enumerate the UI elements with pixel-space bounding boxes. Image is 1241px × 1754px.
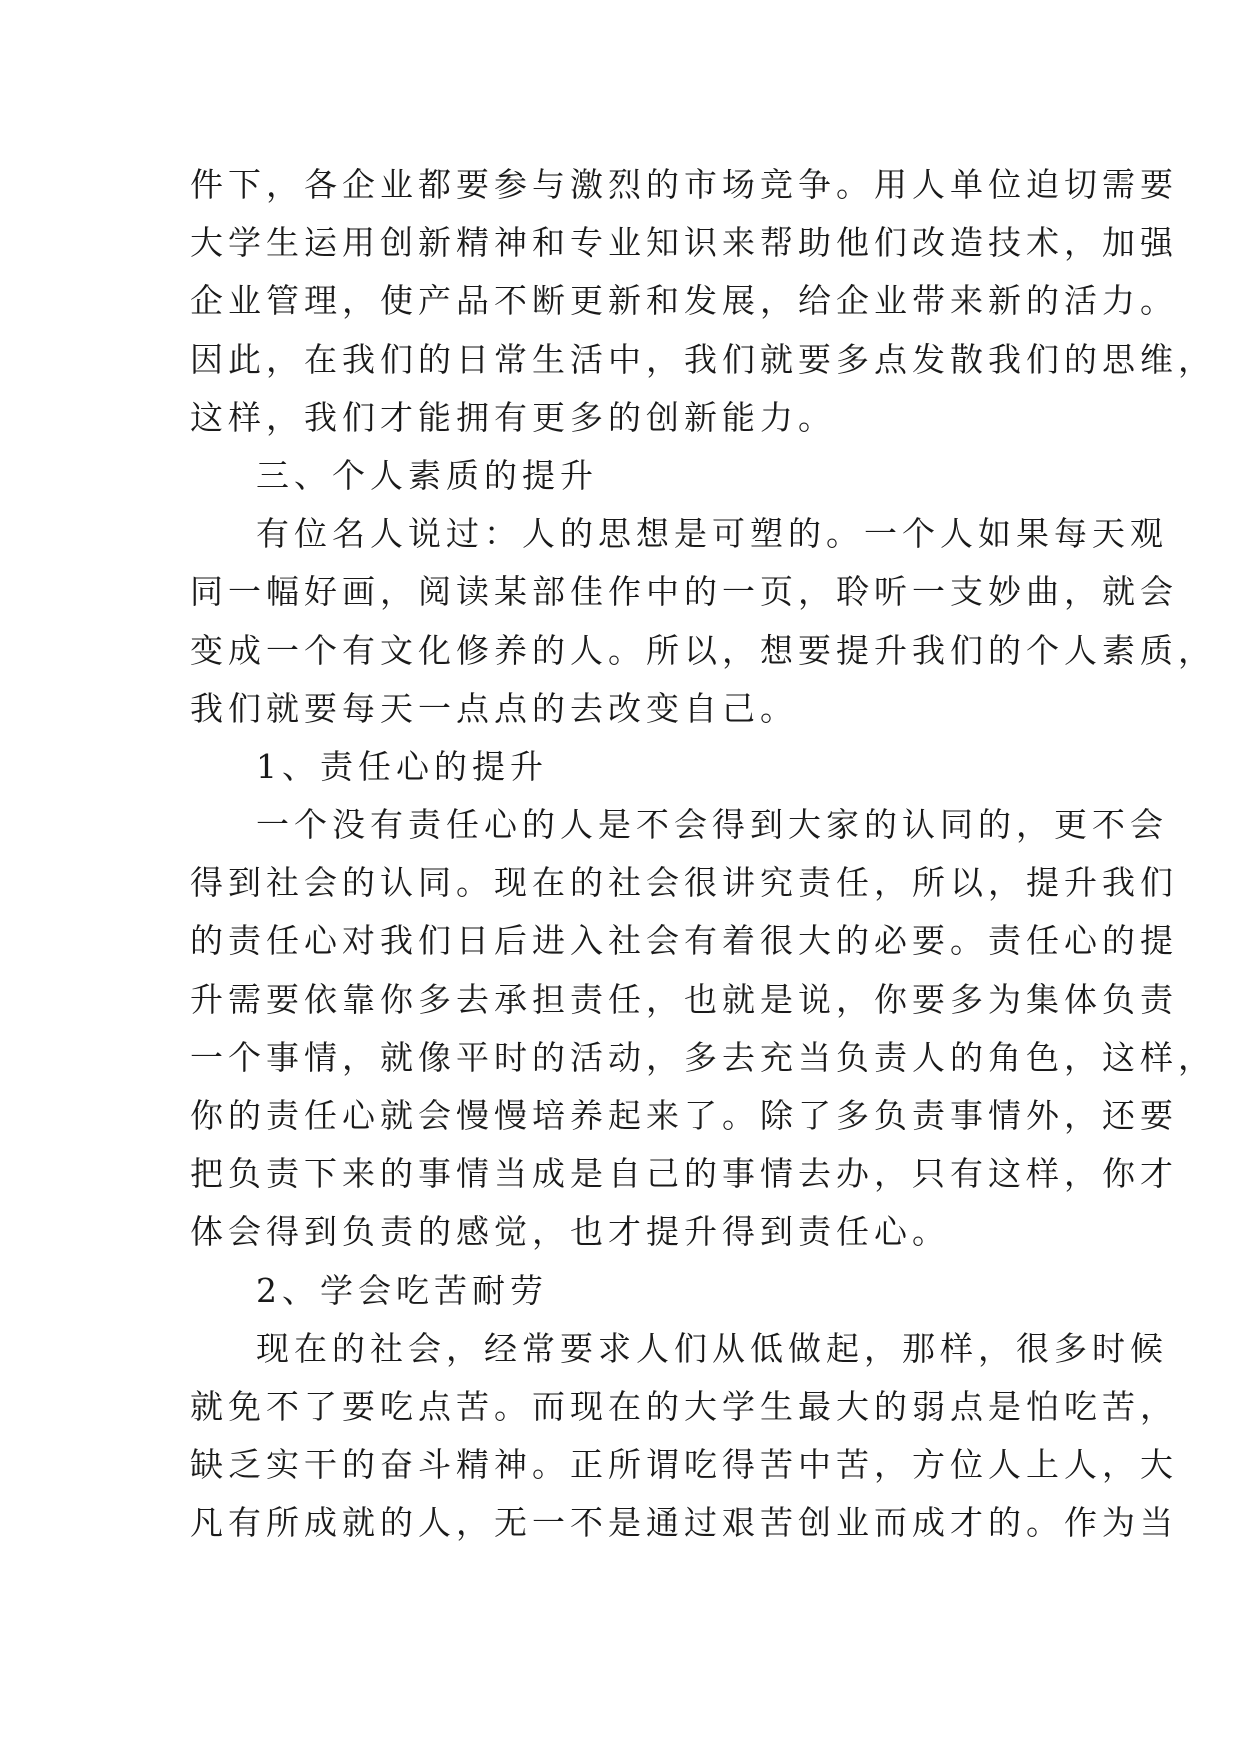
- paragraph-start-line: 有位名人说过：人的思想是可塑的。一个人如果每天观: [256, 514, 1168, 554]
- body-text: [190, 156, 1216, 1553]
- text-line: 件下，各企业都要参与激烈的市场竞争。用人单位迫切需要: [190, 165, 1178, 204]
- text-line: 企业管理，使产品不断更新和发展，给企业带来新的活力。: [190, 281, 1178, 321]
- text-line: 升需要依靠你多去承担责任，也就是说，你要多为集体负责: [190, 979, 1178, 1019]
- paragraph-start-line: 2、学会吃苦耐劳: [256, 1270, 548, 1310]
- text-line: 我们就要每天一点点的去改变自己。: [190, 688, 798, 728]
- text-line: 你的责任心就会慢慢培养起来了。除了多负责事情外，还要: [190, 1096, 1178, 1135]
- text-line: 凡有所成就的人，无一不是通过艰苦创业而成才的。作为当: [190, 1503, 1178, 1543]
- text-line: 就免不了要吃点苦。而现在的大学生最大的弱点是怕吃苦，: [190, 1386, 1178, 1426]
- text-line: 把负责下来的事情当成是自己的事情去办，只有这样，你才: [190, 1154, 1178, 1194]
- text-line: 因此，在我们的日常生活中，我们就要多点发散我们的思维，: [190, 339, 1216, 379]
- text-line: 得到社会的认同。现在的社会很讲究责任，所以，提升我们: [190, 863, 1178, 903]
- text-line: 一个事情，就像平时的活动，多去充当负责人的角色，这样，: [190, 1037, 1216, 1077]
- text-line: 缺乏实干的奋斗精神。正所谓吃得苦中苦，方位人上人，大: [190, 1445, 1178, 1485]
- text-line: 大学生运用创新精神和专业知识来帮助他们改造技术，加强: [190, 223, 1178, 263]
- text-line: 变成一个有文化修养的人。所以，想要提升我们的个人素质，: [190, 630, 1216, 670]
- text-line: 这样，我们才能拥有更多的创新能力。: [190, 397, 836, 437]
- text-line: 同一幅好画，阅读某部佳作中的一页，聆听一支妙曲，就会: [190, 572, 1178, 612]
- paragraph-start-line: 现在的社会，经常要求人们从低做起，那样，很多时候: [256, 1328, 1168, 1368]
- paragraph-start-line: 1、责任心的提升: [256, 746, 548, 786]
- paragraph-start-line: 一个没有责任心的人是不会得到大家的认同的，更不会: [256, 805, 1168, 845]
- text-line: 的责任心对我们日后进入社会有着很大的必要。责任心的提: [190, 921, 1178, 961]
- paragraph-start-line: 三、个人素质的提升: [256, 455, 598, 495]
- text-line: 体会得到负责的感觉，也才提升得到责任心。: [190, 1212, 950, 1252]
